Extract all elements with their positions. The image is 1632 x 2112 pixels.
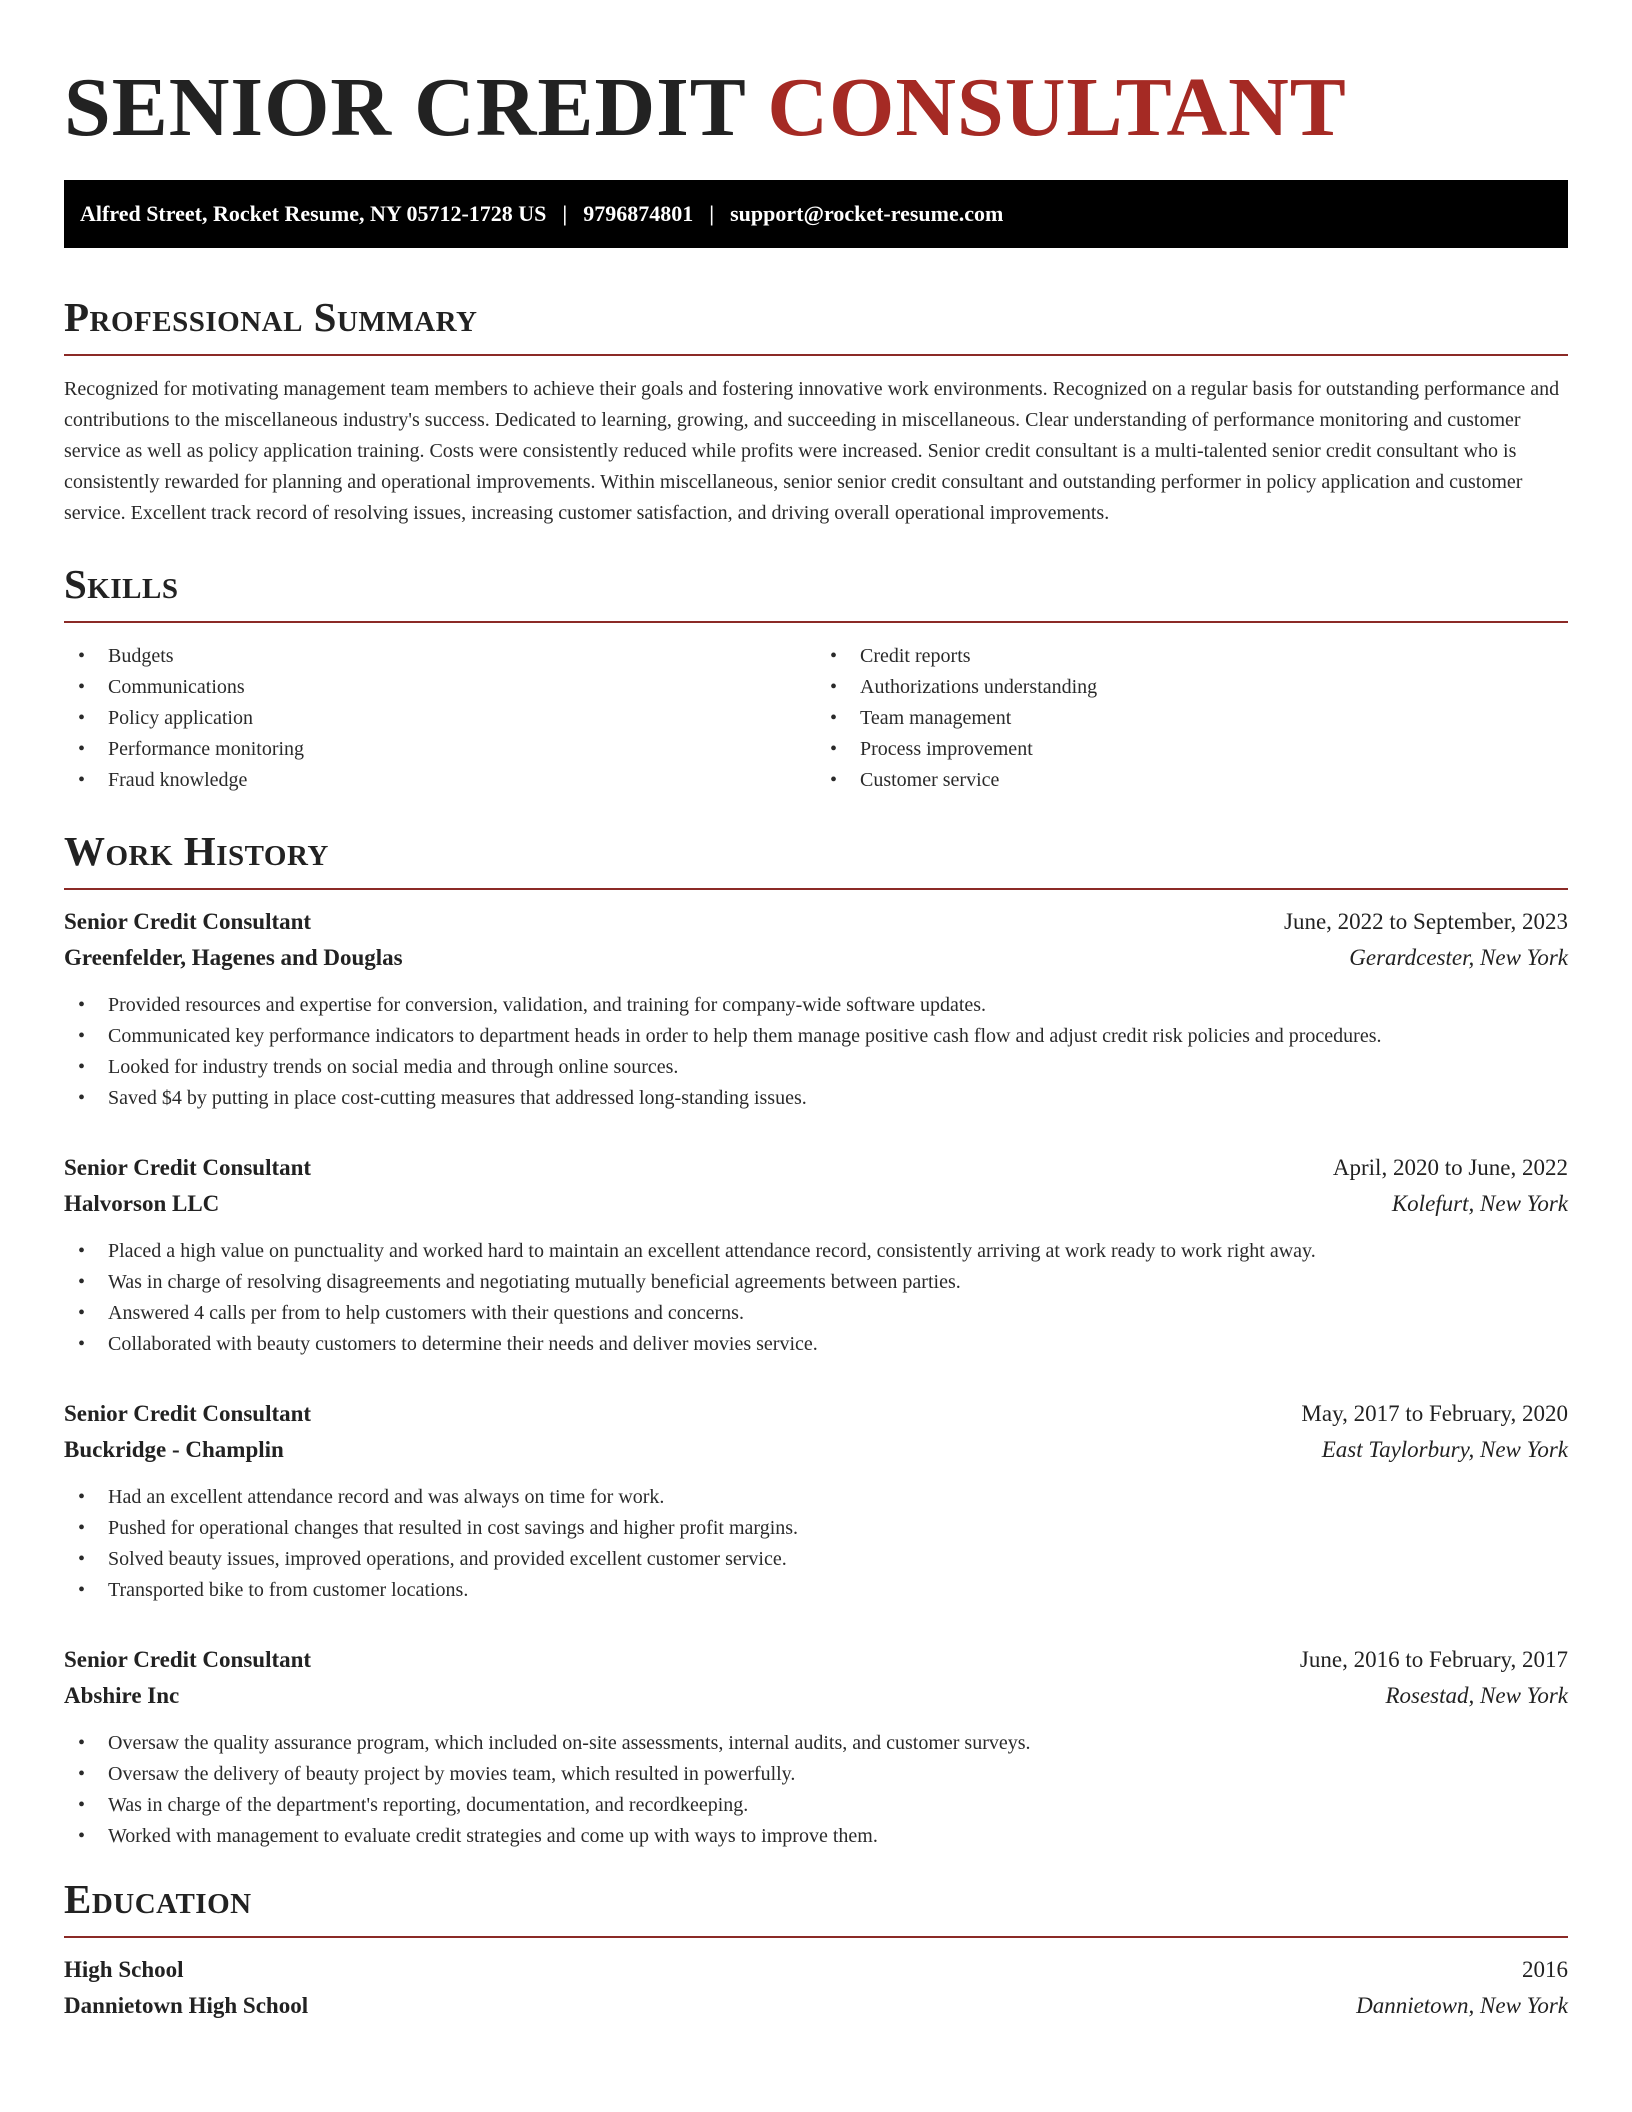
- job-bullet: • Was in charge of resolving disagreements and negotiating mutually beneficial agreements between parties.: [64, 1267, 1568, 1298]
- job-company: Greenfelder, Hagenes and Douglas: [64, 945, 403, 970]
- skill-item: • Team management: [816, 703, 1568, 734]
- education-school: Dannietown High School: [64, 1993, 309, 2018]
- job-bullet: • Saved $4 by putting in place cost-cutting measures that addressed long-standing issues.: [64, 1083, 1568, 1114]
- section-divider: [64, 621, 1568, 623]
- job-dates: April, 2020 to June, 2022: [1332, 1155, 1568, 1180]
- contact-email: support@rocket-resume.com: [730, 201, 1004, 226]
- job-bullet: • Provided resources and expertise for conversion, validation, and training for company-wide software updates.: [64, 990, 1568, 1021]
- job-dates: June, 2022 to September, 2023: [1284, 909, 1568, 934]
- skills-heading: Skills: [64, 561, 179, 607]
- job-bullet: • Answered 4 calls per from to help customers with their questions and concerns.: [64, 1298, 1568, 1329]
- job-bullet: • Had an excellent attendance record and was always on time for work.: [64, 1482, 1568, 1513]
- job-title: Senior Credit Consultant: [64, 909, 312, 934]
- job-title: Senior Credit Consultant: [64, 1647, 312, 1672]
- contact-separator: |: [562, 201, 568, 226]
- education-entry: [64, 1952, 1568, 2024]
- job-company: Buckridge - Champlin: [64, 1437, 284, 1462]
- job-bullets: [64, 1482, 1568, 1606]
- job-bullet: • Placed a high value on punctuality and worked hard to maintain an excellent attendance record, consistently arriving at work ready to work right away.: [64, 1236, 1568, 1267]
- job-location: East Taylorbury, New York: [1321, 1437, 1568, 1462]
- skills-column-left: [64, 641, 816, 796]
- contact-phone: 9796874801: [583, 201, 694, 226]
- job-bullet: • Looked for industry trends on social media and through online sources.: [64, 1052, 1568, 1083]
- skills-column-right: [816, 641, 1568, 796]
- job-company: Abshire Inc: [64, 1683, 180, 1708]
- job-location: Gerardcester, New York: [1349, 945, 1568, 970]
- skill-item: • Authorizations understanding: [816, 672, 1568, 703]
- job-bullet: • Pushed for operational changes that resulted in cost savings and higher profit margins.: [64, 1513, 1568, 1544]
- job-title: Senior Credit Consultant: [64, 1401, 312, 1426]
- job-entry: [64, 1396, 1568, 1606]
- job-bullet: • Solved beauty issues, improved operations, and provided excellent customer service.: [64, 1544, 1568, 1575]
- job-location: Kolefurt, New York: [1391, 1191, 1568, 1216]
- education-heading: Education: [64, 1876, 252, 1922]
- job-bullets: [64, 1236, 1568, 1360]
- skill-item: • Communications: [64, 672, 816, 703]
- job-bullet: • Was in charge of the department's reporting, documentation, and recordkeeping.: [64, 1790, 1568, 1821]
- skill-item: • Credit reports: [816, 641, 1568, 672]
- education-location: Dannietown, New York: [1356, 1993, 1568, 2018]
- job-entry: [64, 1150, 1568, 1360]
- skill-item: • Policy application: [64, 703, 816, 734]
- job-bullets: [64, 1728, 1568, 1852]
- job-bullet: • Collaborated with beauty customers to determine their needs and deliver movies service.: [64, 1329, 1568, 1360]
- work-history-heading: Work History: [64, 828, 329, 874]
- job-dates: June, 2016 to February, 2017: [1299, 1647, 1568, 1672]
- section-divider: [64, 1936, 1568, 1938]
- title-part-2: CONSULTANT: [767, 61, 1347, 154]
- job-bullet: • Transported bike to from customer locations.: [64, 1575, 1568, 1606]
- skill-item: • Budgets: [64, 641, 816, 672]
- skills-list: [64, 641, 1568, 796]
- job-bullet: • Oversaw the delivery of beauty project by movies team, which resulted in powerfully.: [64, 1759, 1568, 1790]
- education-year: 2016: [1522, 1957, 1568, 1982]
- education-degree: High School: [64, 1957, 184, 1982]
- summary-heading: Professional Summary: [64, 294, 478, 340]
- skill-item: • Process improvement: [816, 734, 1568, 765]
- job-dates: May, 2017 to February, 2020: [1301, 1401, 1568, 1426]
- title-part-1: SENIOR CREDIT: [64, 61, 746, 154]
- job-bullet: • Communicated key performance indicators to department heads in order to help them manage positive cash flow and adjust credit risk policies and procedures.: [64, 1021, 1568, 1052]
- job-bullets: [64, 990, 1568, 1114]
- job-bullet: • Oversaw the quality assurance program, which included on-site assessments, internal audits, and customer surveys.: [64, 1728, 1568, 1759]
- skill-item: • Fraud knowledge: [64, 765, 816, 796]
- section-divider: [64, 354, 1568, 356]
- contact-address: Alfred Street, Rocket Resume, NY 05712-1728 US: [80, 201, 547, 226]
- skill-item: • Customer service: [816, 765, 1568, 796]
- resume-title: [64, 60, 1568, 156]
- summary-text: Recognized for motivating management team members to achieve their goals and fostering innovative work environments. Recognized on a regular basis for outstanding performance and contributions to the miscellaneous industry's success. Dedicated to learning, growing, and succeeding in miscellaneous. Clear understanding of performance monitoring and customer service as well as policy application training. Costs were consistently reduced while profits were increased. Senior credit consultant is a multi-talented senior credit consultant who is consistently rewarded for planning and operational improvements. Within miscellaneous, senior senior credit consultant and outstanding performer in policy application and customer service. Excellent track record of resolving issues, increasing customer satisfaction, and driving overall operational improvements.: [64, 378, 1560, 524]
- job-location: Rosestad, New York: [1385, 1683, 1568, 1708]
- skill-item: • Performance monitoring: [64, 734, 816, 765]
- job-entry: [64, 904, 1568, 1114]
- job-bullet: • Worked with management to evaluate credit strategies and come up with ways to improve them.: [64, 1821, 1568, 1852]
- job-title: Senior Credit Consultant: [64, 1155, 312, 1180]
- job-entry: [64, 1642, 1568, 1852]
- contact-bar: [64, 180, 1568, 248]
- job-company: Halvorson LLC: [64, 1191, 220, 1216]
- section-divider: [64, 888, 1568, 890]
- contact-separator: |: [709, 201, 715, 226]
